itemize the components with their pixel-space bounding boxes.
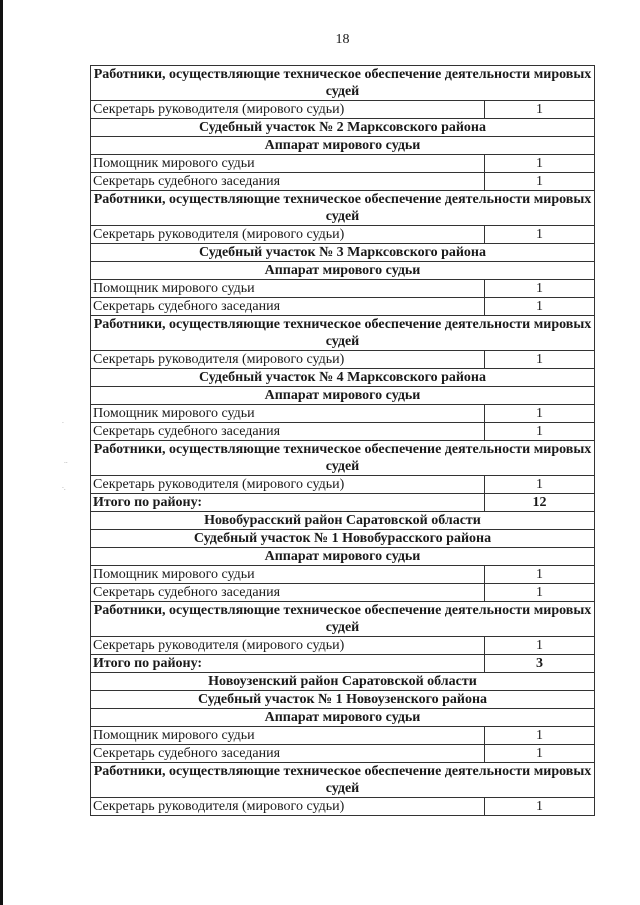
section-header-row: [91, 66, 595, 101]
position-row: [91, 298, 595, 316]
court-district-header: Судебный участок № 2 Марксовского района: [91, 119, 595, 137]
position-row: [91, 173, 595, 191]
section-header-row: [91, 191, 595, 226]
position-count: 1: [485, 101, 595, 119]
total-count: 12: [485, 494, 595, 512]
total-label: Итого по району:: [91, 494, 485, 512]
position-row: [91, 155, 595, 173]
position-label: Секретарь судебного заседания: [91, 423, 485, 441]
staffing-table-body: [91, 66, 595, 816]
section-header: Аппарат мирового судьи: [91, 137, 595, 155]
position-row: [91, 405, 595, 423]
region-header: Новобурасский район Саратовской области: [91, 512, 595, 530]
section-header-row: [91, 441, 595, 476]
page-number: 18: [335, 32, 350, 47]
position-label: Помощник мирового судьи: [91, 727, 485, 745]
total-row: [91, 494, 595, 512]
section-header-row: [91, 548, 595, 566]
position-label: Секретарь руководителя (мирового судьи): [91, 637, 485, 655]
position-row: [91, 476, 595, 494]
staffing-table: [90, 65, 595, 816]
court-district-header: Судебный участок № 4 Марксовского района: [91, 369, 595, 387]
section-header-row: [91, 602, 595, 637]
section-header: Работники, осуществляющие техническое обеспечение деятельности мировых судей: [91, 763, 595, 798]
position-count: 1: [485, 226, 595, 244]
position-row: [91, 280, 595, 298]
position-label: Помощник мирового судьи: [91, 566, 485, 584]
position-label: Секретарь судебного заседания: [91, 745, 485, 763]
position-row: [91, 351, 595, 369]
section-header-row: [91, 530, 595, 548]
position-count: 1: [485, 155, 595, 173]
section-header-row: [91, 673, 595, 691]
section-header: Работники, осуществляющие техническое обеспечение деятельности мировых судей: [91, 191, 595, 226]
position-row: [91, 566, 595, 584]
position-label: Помощник мирового судьи: [91, 155, 485, 173]
court-district-header: Судебный участок № 1 Новобурасского района: [91, 530, 595, 548]
position-row: [91, 798, 595, 816]
position-label: Секретарь руководителя (мирового судьи): [91, 476, 485, 494]
position-row: [91, 101, 595, 119]
scan-speck: ·.: [62, 485, 66, 492]
position-row: [91, 226, 595, 244]
position-label: Секретарь руководителя (мирового судьи): [91, 226, 485, 244]
section-header: Работники, осуществляющие техническое обеспечение деятельности мировых судей: [91, 66, 595, 101]
section-header: Аппарат мирового судьи: [91, 709, 595, 727]
section-header-row: [91, 763, 595, 798]
position-label: Секретарь судебного заседания: [91, 298, 485, 316]
position-label: Помощник мирового судьи: [91, 405, 485, 423]
position-row: [91, 745, 595, 763]
section-header: Работники, осуществляющие техническое обеспечение деятельности мировых судей: [91, 441, 595, 476]
section-header-row: [91, 119, 595, 137]
section-header-row: [91, 369, 595, 387]
section-header-row: [91, 709, 595, 727]
position-row: [91, 584, 595, 602]
section-header-row: [91, 262, 595, 280]
total-label: Итого по району:: [91, 655, 485, 673]
section-header: Работники, осуществляющие техническое обеспечение деятельности мировых судей: [91, 316, 595, 351]
position-count: 1: [485, 566, 595, 584]
scan-speck: ·: [62, 420, 64, 427]
position-row: [91, 727, 595, 745]
section-header-row: [91, 512, 595, 530]
court-district-header: Судебный участок № 1 Новоузенского района: [91, 691, 595, 709]
position-count: 1: [485, 637, 595, 655]
position-row: [91, 423, 595, 441]
position-label: Секретарь судебного заседания: [91, 584, 485, 602]
section-header-row: [91, 316, 595, 351]
position-count: 1: [485, 584, 595, 602]
position-count: 1: [485, 298, 595, 316]
position-label: Помощник мирового судьи: [91, 280, 485, 298]
position-count: 1: [485, 798, 595, 816]
scan-edge-artifact: [0, 0, 3, 905]
section-header-row: [91, 137, 595, 155]
region-header: Новоузенский район Саратовской области: [91, 673, 595, 691]
total-row: [91, 655, 595, 673]
position-count: 1: [485, 173, 595, 191]
scan-speck: ··: [64, 460, 68, 467]
position-count: 1: [485, 405, 595, 423]
court-district-header: Судебный участок № 3 Марксовского района: [91, 244, 595, 262]
section-header-row: [91, 691, 595, 709]
total-count: 3: [485, 655, 595, 673]
section-header: Работники, осуществляющие техническое обеспечение деятельности мировых судей: [91, 602, 595, 637]
section-header: Аппарат мирового судьи: [91, 548, 595, 566]
position-label: Секретарь руководителя (мирового судьи): [91, 798, 485, 816]
position-count: 1: [485, 727, 595, 745]
position-row: [91, 637, 595, 655]
section-header: Аппарат мирового судьи: [91, 387, 595, 405]
position-count: 1: [485, 476, 595, 494]
position-count: 1: [485, 351, 595, 369]
section-header-row: [91, 387, 595, 405]
position-label: Секретарь руководителя (мирового судьи): [91, 351, 485, 369]
position-count: 1: [485, 423, 595, 441]
position-count: 1: [485, 745, 595, 763]
section-header-row: [91, 244, 595, 262]
position-label: Секретарь судебного заседания: [91, 173, 485, 191]
position-label: Секретарь руководителя (мирового судьи): [91, 101, 485, 119]
section-header: Аппарат мирового судьи: [91, 262, 595, 280]
position-count: 1: [485, 280, 595, 298]
